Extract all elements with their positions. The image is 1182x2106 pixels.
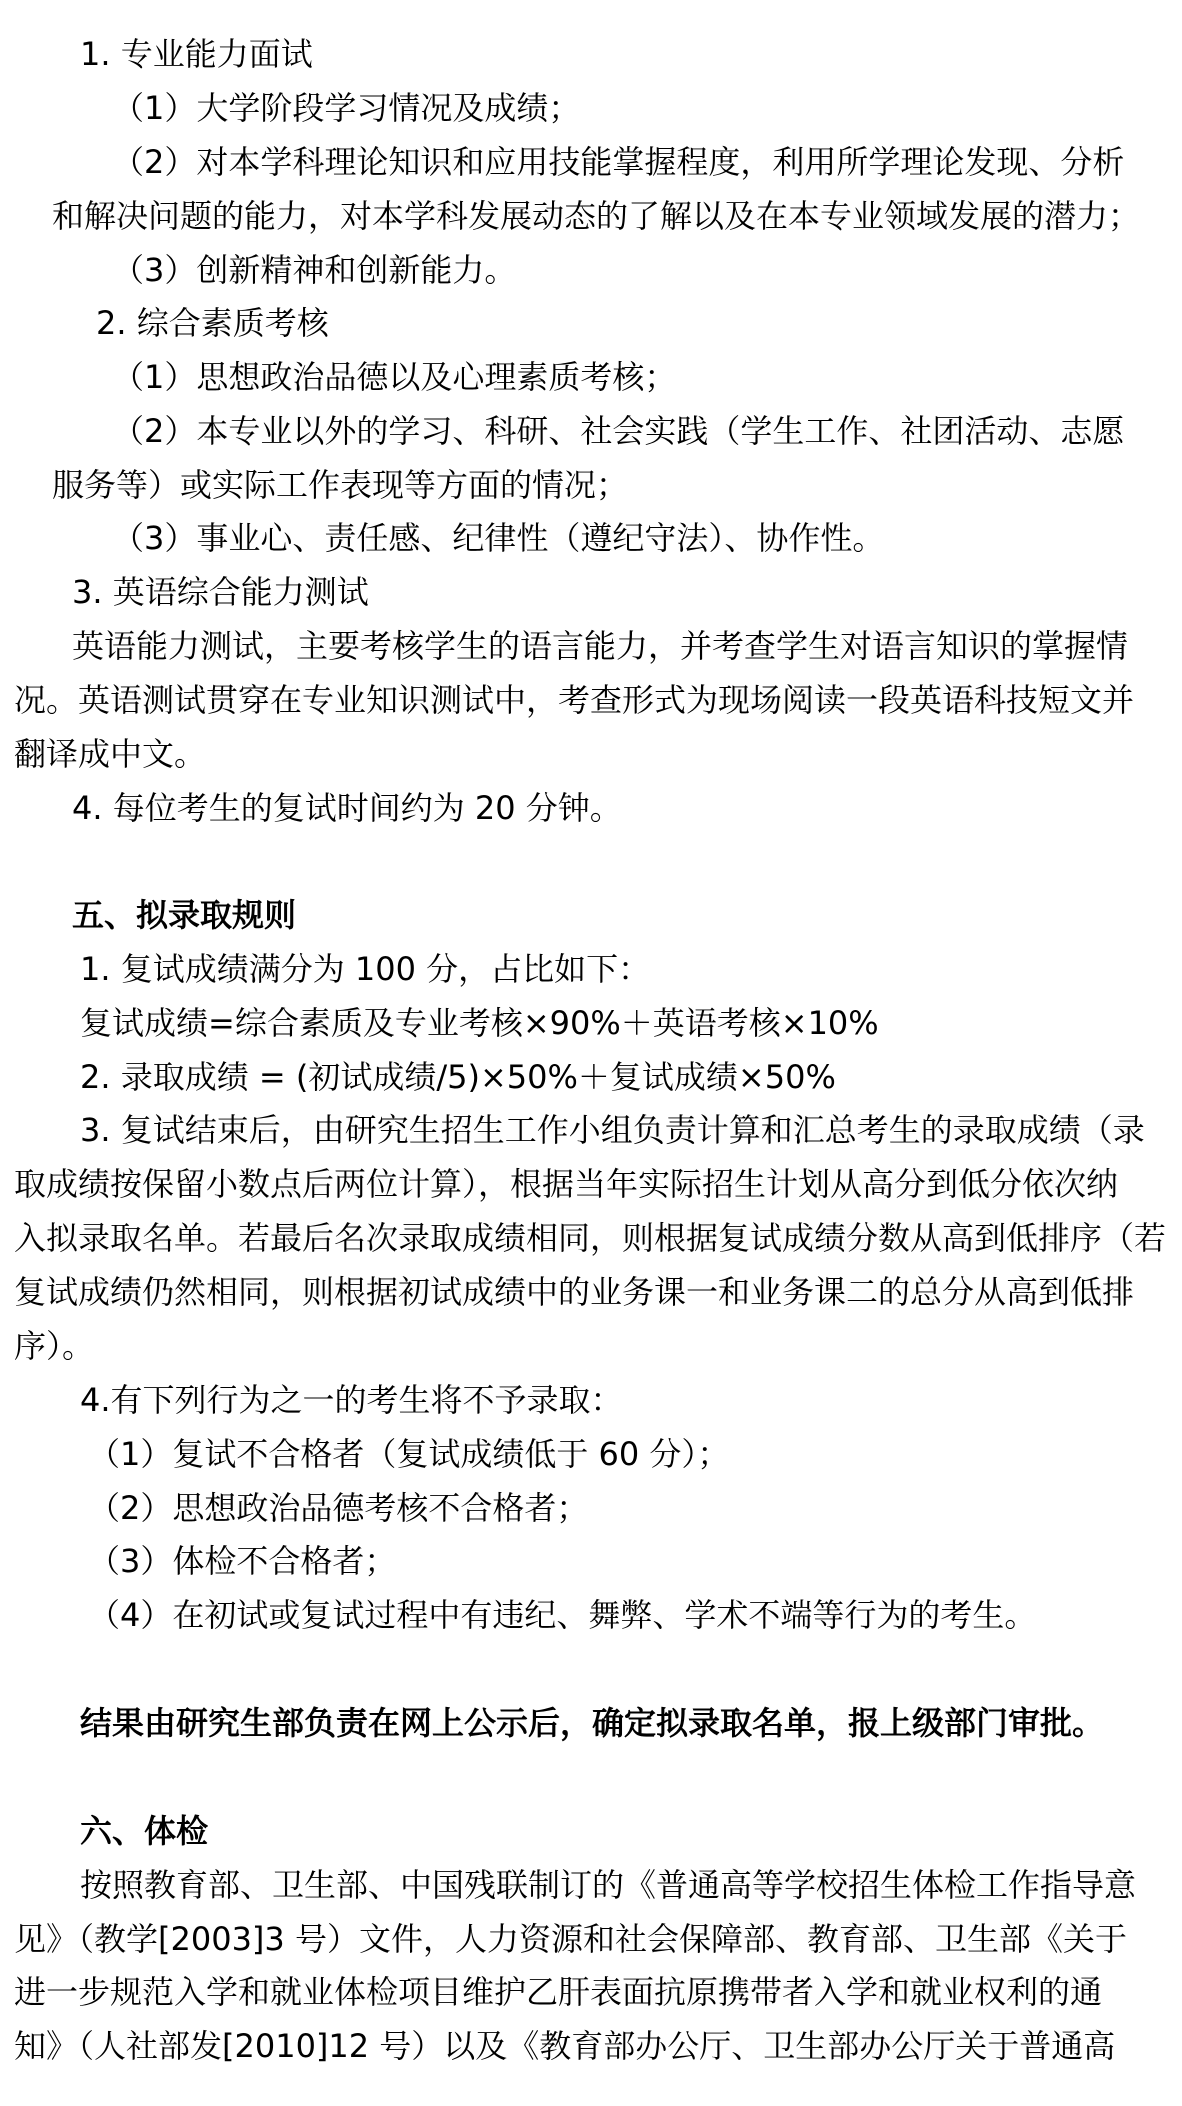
item1-sub1: （1）大学阶段学习情况及成绩； [112,89,581,127]
rule4-sub3: （3）体检不合格者； [88,1542,397,1580]
rule4: 4.有下列行为之一的考生将不予录取： [80,1381,623,1419]
section6-para-line2: 见》（教学[2003]3 号）文件，人力资源和社会保障部、教育部、卫生部《关于 [14,1920,1127,1958]
item3-para-line3: 翻译成中文。 [14,735,207,773]
section5-title: 五、拟录取规则 [72,896,297,934]
rule3-line1: 3. 复试结束后，由研究生招生工作小组负责计算和汇总考生的录取成绩（录 [80,1111,1145,1149]
item2-sub3: （3）事业心、责任感、纪律性（遵纪守法）、协作性。 [112,519,885,557]
item1-sub2-line1: （2）对本学科理论知识和应用技能掌握程度，利用所学理论发现、分析 [112,143,1125,181]
item4: 4. 每位考生的复试时间约为 20 分钟。 [72,789,622,827]
item2-sub1: （1）思想政治品德以及心理素质考核； [112,358,677,396]
rule2: 2. 录取成绩 = (初试成绩/5)×50%＋复试成绩×50% [80,1058,836,1096]
item3-para-line1: 英语能力测试，主要考核学生的语言能力，并考查学生对语言知识的掌握情 [72,627,1129,665]
item2-sub2-line2: 服务等）或实际工作表现等方面的情况； [52,466,629,504]
rule3-line3: 入拟录取名单。若最后名次录取成绩相同，则根据复试成绩分数从高到低排序（若 [14,1219,1167,1257]
approval-notice: 结果由研究生部负责在网上公示后，确定拟录取名单，报上级部门审批。 [80,1704,1105,1742]
formula1: 复试成绩=综合素质及专业考核×90%＋英语考核×10% [80,1004,879,1042]
section6-para-line4: 知》（人社部发[2010]12 号）以及《教育部办公厅、卫生部办公厅关于普通高 [14,2027,1116,2065]
item2-heading: 2. 综合素质考核 [96,304,329,342]
section6-para-line1: 按照教育部、卫生部、中国残联制订的《普通高等学校招生体检工作指导意 [80,1866,1137,1904]
item1-sub2-line2: 和解决问题的能力，对本学科发展动态的了解以及在本专业领域发展的潜力； [52,197,1141,235]
section6-title: 六、体检 [80,1812,209,1850]
item1-heading: 1. 专业能力面试 [80,35,313,73]
section6-para-line3: 进一步规范入学和就业体检项目维护乙肝表面抗原携带者入学和就业权利的通 [14,1973,1103,2011]
item3-para-line2: 况。英语测试贯穿在专业知识测试中，考查形式为现场阅读一段英语科技短文并 [14,681,1135,719]
rule3-line4: 复试成绩仍然相同，则根据初试成绩中的业务课一和业务课二的总分从高到低排 [14,1273,1135,1311]
rule3-line2: 取成绩按保留小数点后两位计算），根据当年实际招生计划从高分到低分依次纳 [14,1165,1119,1203]
item2-sub2-line1: （2）本专业以外的学习、科研、社会实践（学生工作、社团活动、志愿 [112,412,1125,450]
rule4-sub4: （4）在初试或复试过程中有违纪、舞弊、学术不端等行为的考生。 [88,1596,1037,1634]
rule4-sub1: （1）复试不合格者（复试成绩低于 60 分）； [88,1435,730,1473]
item1-sub3: （3）创新精神和创新能力。 [112,251,517,289]
item3-heading: 3. 英语综合能力测试 [72,573,369,611]
rule1: 1. 复试成绩满分为 100 分，占比如下： [80,950,651,988]
rule4-sub2: （2）思想政治品德考核不合格者； [88,1489,589,1527]
rule3-line5: 序）。 [14,1327,95,1365]
